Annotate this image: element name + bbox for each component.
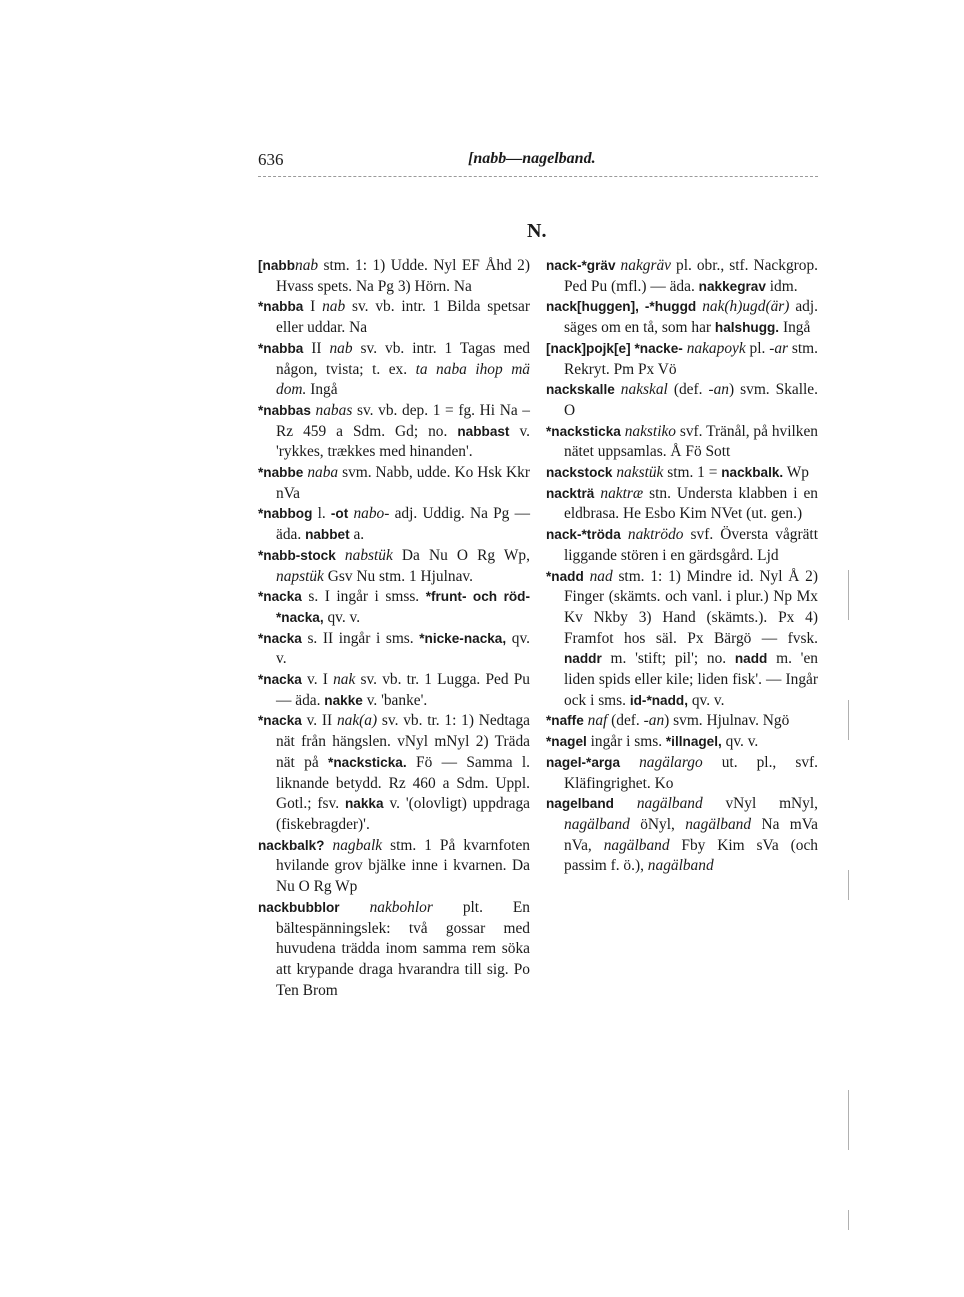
phonetic-form: naf <box>587 712 608 730</box>
entry-text <box>614 795 637 812</box>
dictionary-entry <box>258 711 530 835</box>
headword: nackskalle <box>546 382 615 398</box>
headword: *nabbog <box>258 506 313 522</box>
entry-text <box>340 899 370 916</box>
headword: *nabbe <box>258 465 304 481</box>
entry-text: sv. vb. tr. 1 Lugga. Ped Pu — äda. <box>276 671 530 709</box>
phonetic-form: nabas <box>315 401 353 419</box>
entry-text: m. 'en liden spids eller kile; liden fisk'. — Ingår ock i sms. <box>564 650 818 709</box>
headword: nack-*gräv <box>546 258 616 273</box>
phonetic-form: nagälband <box>603 836 670 854</box>
phonetic-form: -ar <box>769 339 789 357</box>
phonetic-form: nakbohlor <box>369 898 433 916</box>
entry-text: sv. vb. dep. 1 = fg. Hi Na – Rz 459 a Sdm. Gd; no. <box>276 401 530 440</box>
cross-reference: *frunt- och röd-*nacka, <box>276 589 530 625</box>
cross-reference: *nacksticka. <box>328 754 407 770</box>
cross-reference: nackbalk. <box>721 465 784 481</box>
dictionary-entry <box>546 422 818 463</box>
headword: *naffe <box>546 713 584 729</box>
phonetic-form: napstük <box>276 567 324 585</box>
entry-text <box>336 547 345 564</box>
headword: nackbubblor <box>258 899 340 915</box>
cross-reference: halshugg. <box>714 320 780 336</box>
cross-reference: -*huggd <box>644 299 697 315</box>
phonetic-form: ta naba ihop mä dom. <box>276 360 531 399</box>
cross-reference: -ot <box>330 506 349 522</box>
entry-text: stm. Rekryt. Pm Px Vö <box>564 339 818 378</box>
dictionary-entry <box>546 794 818 877</box>
cross-reference: nakka <box>344 796 384 812</box>
phonetic-form: nakstiko <box>624 422 676 440</box>
entry-text: Ingå <box>306 381 338 399</box>
cross-reference: *nicke-nacka, <box>419 630 507 646</box>
headword: *nadd <box>546 568 584 584</box>
phonetic-form: nagälband <box>647 857 714 875</box>
headword: nackträ <box>546 485 595 501</box>
margin-marks <box>848 570 850 1270</box>
entry-text: stm. 1 = <box>663 464 722 482</box>
phonetic-form: nakapoyk <box>686 339 746 357</box>
headword: *nabba <box>258 340 304 356</box>
dictionary-entry <box>546 297 818 338</box>
phonetic-form: nagälband <box>636 795 703 813</box>
phonetic-form: nab <box>322 298 346 316</box>
headword: nack[huggen], <box>546 299 639 315</box>
entry-text: (def. <box>607 712 644 730</box>
entry-text: stm. 1: 1) Mindre id. Nyl Å 2) Finger (skämts. och vanl. i plur.) Np Mx Kv Nkby 3) Hand (skämts.). Px 4) Framfot hos säl. Px Bärgö — fvsk. <box>564 567 818 647</box>
entry-text: v. 'banke'. <box>362 691 428 709</box>
entry-text: svm. Nabb, udde. Ko Hsk Kkr nVa <box>276 464 530 502</box>
margin-mark <box>848 870 849 900</box>
entry-text: Gsv Nu stm. 1 Hjulnav. <box>323 567 473 585</box>
phonetic-form: nab <box>295 257 319 274</box>
dictionary-entry <box>546 380 818 421</box>
dictionary-entry <box>258 256 530 297</box>
phonetic-form: nabstük <box>344 546 393 564</box>
dictionary-entry <box>258 463 530 504</box>
headword: [nabb <box>258 258 295 273</box>
entry-text: v. '(olovligt) uppdraga (fiskebragder)'. <box>276 795 530 833</box>
dictionary-entry <box>258 339 530 401</box>
entry-text: sv. vb. intr. 1 Bilda spetsar eller uddar. Na <box>276 298 530 337</box>
entry-text: Fby Kim sVa (och passim f. ö.), <box>564 836 818 875</box>
headword: *nacka <box>258 630 302 646</box>
dictionary-entry <box>258 898 530 1002</box>
cross-reference: nabbet <box>305 527 350 543</box>
phonetic-form: nagälband <box>685 815 752 833</box>
cross-reference: *illnagel, <box>665 734 722 750</box>
headword: nackbalk? <box>258 837 325 853</box>
entry-text: idm. <box>765 277 798 295</box>
dictionary-entry <box>546 463 818 484</box>
headword: *nacka <box>258 589 302 605</box>
headword: *nacka <box>258 713 302 729</box>
phonetic-form: naba <box>307 464 339 482</box>
entry-text: sv. vb. tr. 1: 1) Nedtaga nät från hängslen. vNyl mNyl 2) Träda nät på <box>276 712 530 771</box>
margin-mark <box>848 700 849 740</box>
entry-text: plt. En bältespänningslek: två gossar med huvudena trädda inom samma rem söka att krypande draga hvarandra till sig. Po Ten Brom <box>276 898 530 999</box>
phonetic-form: nagälband <box>564 815 630 833</box>
phonetic-form: nabo- <box>353 505 390 523</box>
entry-text: Na mVa nVa, <box>564 815 818 854</box>
entry-text: qv. v. <box>276 629 530 668</box>
entry-text: pl. <box>745 339 770 357</box>
entry-text: m. 'stift; pil'; no. <box>601 650 735 668</box>
entry-text: pl. obr., stf. Nackgrop. Ped Pu (mfl.) — äda. <box>564 257 818 295</box>
running-head: [nabb—nagelband. <box>468 150 596 167</box>
phonetic-form: naktræ <box>600 484 644 502</box>
right-column <box>546 256 818 877</box>
phonetic-form: nagälargo <box>639 753 703 771</box>
entry-text: qv. v. <box>721 733 759 751</box>
cross-reference: nadd <box>734 651 768 667</box>
entry-text: Ingå <box>779 319 811 337</box>
entry-text: Fö — Samma l. liknande betydd. Rz 460 a Sdm. Uppl. Gotl.; fsv. <box>276 753 531 813</box>
entry-text <box>325 837 333 854</box>
entry-text <box>620 754 639 771</box>
headword: [nack]pojk[e] <box>546 340 631 356</box>
entry-text: adj. Uddig. Na Pg — äda. <box>276 505 530 544</box>
entry-text: s. II ingår i sms. <box>301 629 420 647</box>
entry-text: s. I ingår i smss. <box>301 588 426 606</box>
dictionary-entry <box>546 339 818 380</box>
entry-text: II <box>303 339 330 357</box>
dictionary-entry <box>546 484 818 525</box>
entry-text: a. <box>349 526 365 544</box>
entry-text: l. <box>312 505 331 523</box>
entry-text: stn. Understa klabben i en eldbrasa. He Esbo Kim NVet (ut. gen.) <box>564 484 818 523</box>
entry-text: ) svm. Hjulnav. Ngö <box>664 712 790 730</box>
entry-text: qv. v. <box>323 608 361 626</box>
phonetic-form: nagbalk <box>332 836 383 854</box>
entry-text: Wp <box>783 464 809 482</box>
entry-text: Da Nu O Rg Wp, <box>392 546 530 564</box>
headword: *nabb-stock <box>258 547 336 563</box>
margin-mark <box>848 570 849 620</box>
entry-text: ingår i sms. <box>586 733 666 751</box>
entry-text: I <box>303 298 323 316</box>
headword: *nacka <box>258 672 302 688</box>
headword: *nagel <box>546 734 587 750</box>
dictionary-entry <box>258 587 530 628</box>
dictionary-entry <box>258 836 530 898</box>
dictionary-entry <box>258 629 530 670</box>
dictionary-entry <box>258 297 530 338</box>
dictionary-entry <box>258 401 530 463</box>
headword: nack-*tröda <box>546 527 621 543</box>
phonetic-form: nakgräv <box>620 257 671 274</box>
dictionary-entry <box>546 711 818 732</box>
cross-reference: nakke <box>324 692 363 708</box>
dictionary-entry <box>546 567 818 712</box>
entry-text: v. 'rykkes, trækkes med hinanden'. <box>276 422 530 461</box>
left-column <box>258 256 530 1001</box>
entry-text: (def. <box>667 381 709 399</box>
margin-mark <box>848 1210 849 1230</box>
phonetic-form: nab <box>329 339 353 357</box>
cross-reference: naddr <box>564 651 602 667</box>
phonetic-form: nakstük <box>616 464 664 482</box>
cross-reference: nakkegrav <box>698 278 766 294</box>
dictionary-entry <box>258 670 530 711</box>
entry-text: svf. Översta vågrätt liggande stören i en gärdsgård. Ljd <box>564 526 818 564</box>
headword: nagelband <box>546 796 614 812</box>
section-letter: N. <box>527 220 547 242</box>
phonetic-form: naktrödo <box>627 526 684 544</box>
entry-text: öNyl, <box>629 815 686 833</box>
headword: nackstock <box>546 465 613 481</box>
margin-mark <box>848 1090 849 1150</box>
entry-text: svf. Tränål, på hvilken nätet uppsamlas. Å Fö Sott <box>564 422 818 461</box>
dictionary-entry <box>546 525 818 566</box>
cross-reference: *nacke- <box>634 340 683 356</box>
cross-reference: id-*nadd, <box>629 692 688 708</box>
entry-text: ) svm. Skalle. O <box>564 381 818 419</box>
dictionary-entry <box>258 504 530 545</box>
phonetic-form: -an <box>643 712 665 730</box>
phonetic-form: nak(h)ugd(är) <box>702 298 790 316</box>
phonetic-form: nak <box>333 671 356 689</box>
entry-text: vNyl mNyl, <box>702 795 818 813</box>
headword: *nabbas <box>258 402 311 418</box>
entry-text: ut. pl., svf. Kläfingrighet. Ko <box>564 753 818 792</box>
entry-text: stm. 1: 1) Udde. Nyl EF Åhd 2) Hvass spets. Na Pg 3) Hörn. Na <box>276 257 530 295</box>
header-rule <box>258 176 818 177</box>
entry-text: sv. vb. intr. 1 Tagas med någon, tvista; t. ex. <box>276 339 530 378</box>
dictionary-entry <box>546 753 818 794</box>
entry-text: adj. säges om en tå, som har <box>564 298 818 337</box>
phonetic-form: -an <box>708 381 729 399</box>
headword: nagel-*arga <box>546 754 621 770</box>
phonetic-form: nak(a) <box>336 712 378 730</box>
phonetic-form: nakskal <box>620 381 668 399</box>
cross-reference: nabbast <box>457 423 510 439</box>
dictionary-entry <box>258 546 530 587</box>
dictionary-entry <box>546 256 818 297</box>
entry-text: v. II <box>301 712 337 730</box>
page-number: 636 <box>258 150 284 169</box>
phonetic-form: nad <box>589 567 613 585</box>
entry-text: v. I <box>301 671 334 689</box>
headword: *nacksticka <box>546 423 621 439</box>
entry-text <box>621 526 628 543</box>
entry-text: stm. 1 På kvarnfoten hvilande grov bjälke inne i kvarnen. Da Nu O Rg Wp <box>276 836 530 896</box>
headword: *nabba <box>258 299 304 315</box>
dictionary-entry <box>546 732 818 753</box>
entry-text: qv. v. <box>688 691 725 709</box>
page-header <box>258 150 818 170</box>
